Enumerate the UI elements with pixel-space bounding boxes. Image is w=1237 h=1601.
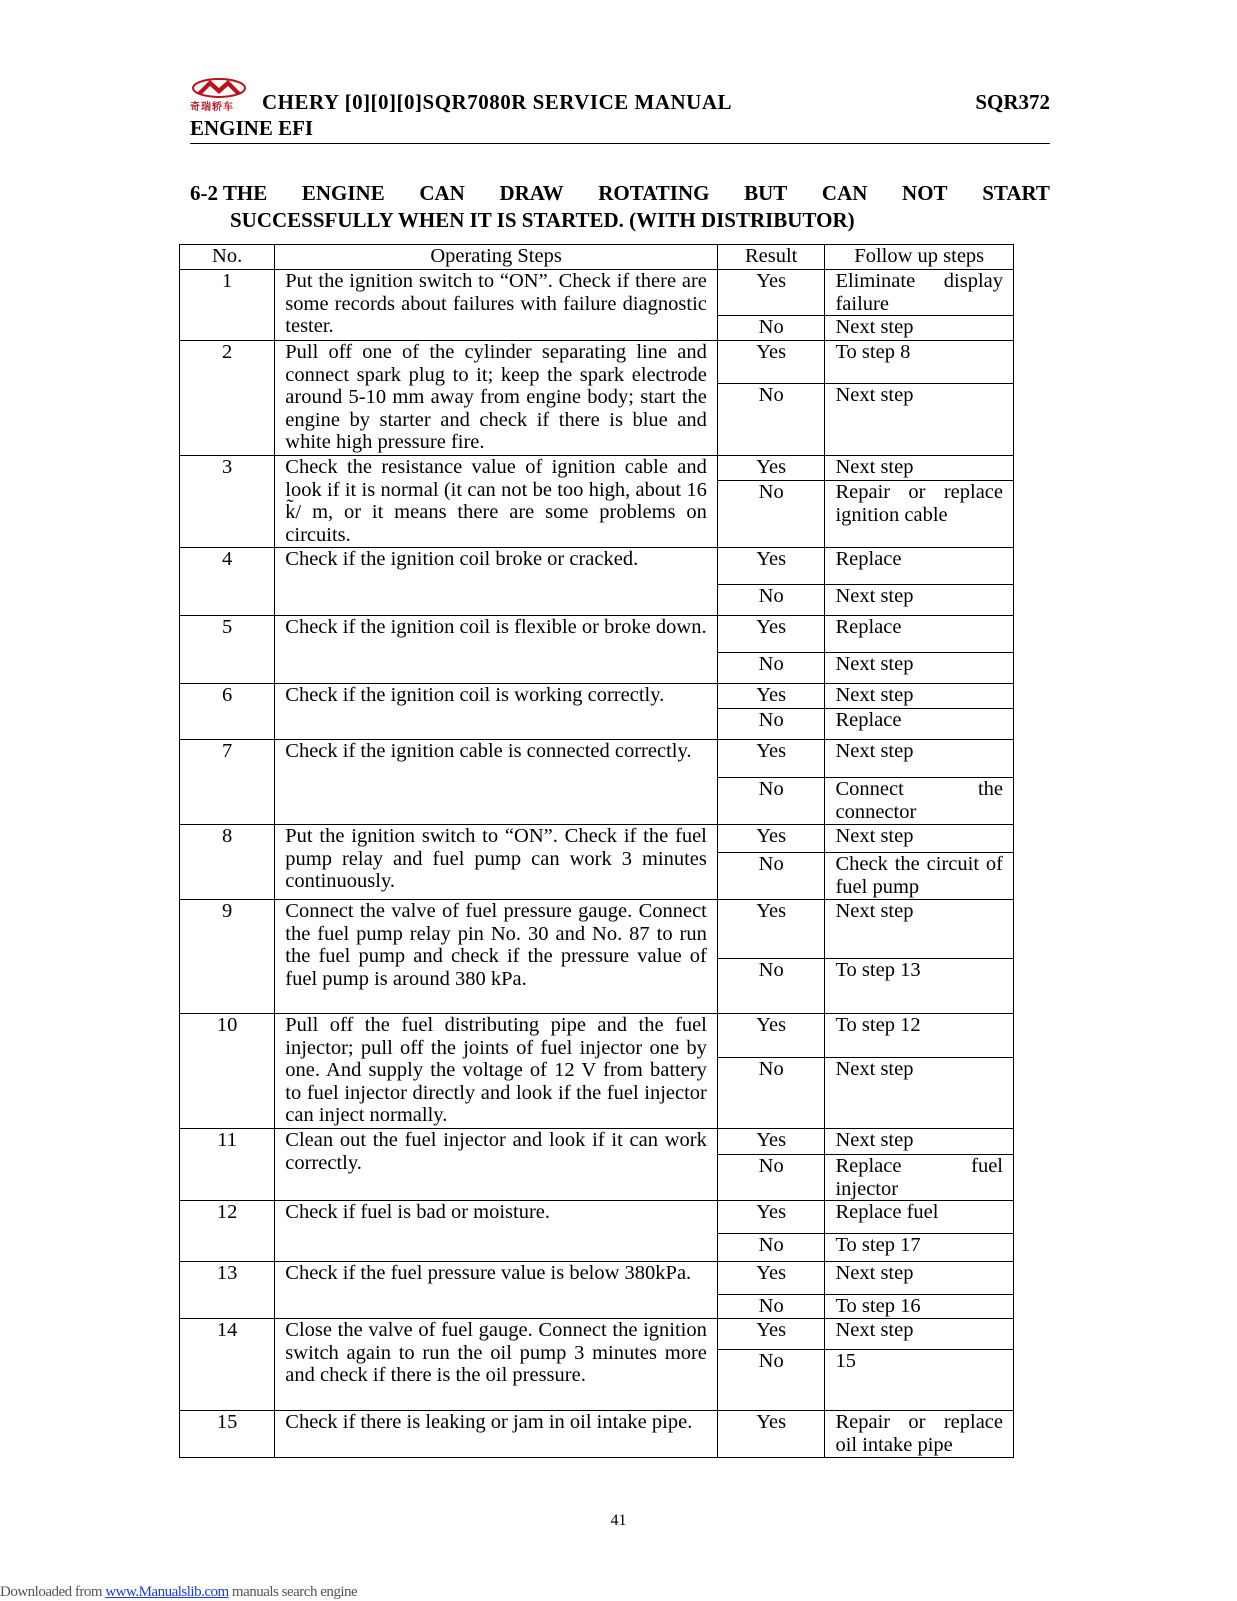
follow-up-no: Replace [825,709,1014,740]
follow-up-no: Replace fuel injector [825,1155,1014,1201]
header-subtitle: ENGINE EFI [190,116,314,140]
follow-up-yes: Replace [825,548,1014,585]
step-description: Check if the ignition coil is working correctly. [275,684,718,740]
result-yes: Yes [717,1411,825,1458]
result-yes: Yes [717,616,825,653]
result-yes: Yes [717,825,825,853]
header-code: SQR372 [975,90,1050,114]
step-description: Put the ignition switch to “ON”. Check if the fuel pump relay and fuel pump can work 3 minutes continuously. [275,825,718,900]
step-number: 1 [180,270,275,341]
section-title-word: ENGINE [301,181,385,205]
table-row [180,740,1014,778]
step-number: 8 [180,825,275,900]
step-description: Check if the fuel pressure value is below 380kPa. [275,1262,718,1319]
step-number: 11 [180,1129,275,1201]
table-row [180,616,1014,653]
table-row [180,1129,1014,1155]
step-description: Connect the valve of fuel pressure gauge. Connect the fuel pump relay pin No. 30 and No. 87 to run the fuel pump and check if the pressure value of fuel pump is around 380 kPa. [275,900,718,1014]
follow-up-no: Repair or replace ignition cable [825,481,1014,548]
result-no: No [717,959,825,1014]
result-no: No [717,384,825,456]
follow-up-yes: Next step [825,740,1014,778]
page-number: 41 [610,1512,627,1529]
follow-up-yes: Next step [825,1319,1014,1350]
step-description: Pull off one of the cylinder separating line and connect spark plug to it; keep the spark electrode around 5-10 mm away from engine body; start the engine by starter and check if there is blue and white high pressure fire. [275,341,718,456]
follow-up-yes: Repair or replace oil intake pipe [825,1411,1014,1458]
section-title-word: CAN [821,181,868,205]
download-footer [0,1584,357,1601]
table-row [180,341,1014,384]
step-number: 15 [180,1411,275,1458]
section-title-line2: SUCCESSFULLY WHEN IT IS STARTED. (WITH DISTRIBUTOR) [230,208,855,232]
follow-up-yes: Next step [825,1262,1014,1295]
result-no: No [717,1155,825,1201]
step-number: 2 [180,341,275,456]
section-title-word: 6-2 THE [190,181,268,205]
table-row [180,825,1014,853]
follow-up-yes: Replace [825,616,1014,653]
follow-up-no: Check the circuit of fuel pump [825,853,1014,900]
step-description: Check if the ignition cable is connected correctly. [275,740,718,825]
result-yes: Yes [717,684,825,709]
step-description: Put the ignition switch to “ON”. Check if there are some records about failures with failure diagnostic tester. [275,270,718,341]
follow-up-yes: Eliminate display failure [825,270,1014,316]
follow-up-yes: To step 8 [825,341,1014,384]
step-description: Clean out the fuel injector and look if it can work correctly. [275,1129,718,1201]
result-no: No [717,585,825,616]
result-no: No [717,1350,825,1411]
follow-up-no: Next step [825,316,1014,341]
section-title-word: ROTATING [598,181,710,205]
follow-up-no: To step 17 [825,1234,1014,1262]
header-divider [190,143,1050,144]
table-header-row [180,245,1014,270]
step-number: 12 [180,1201,275,1262]
step-number: 7 [180,740,275,825]
follow-up-no: Next step [825,1058,1014,1129]
result-no: No [717,853,825,900]
table-row [180,1014,1014,1058]
result-no: No [717,1295,825,1319]
table-body [180,270,1014,1458]
result-yes: Yes [717,1014,825,1058]
section-title-word: DRAW [499,181,564,205]
logo-text: 奇瑞轿车 [190,102,234,113]
header-steps: Operating Steps [275,245,718,270]
result-yes: Yes [717,456,825,481]
result-no: No [717,709,825,740]
follow-up-yes: Next step [825,825,1014,853]
step-number: 5 [180,616,275,684]
result-no: No [717,1234,825,1262]
header-title: CHERY [0][0][0]SQR7080R SERVICE MANUAL [262,90,732,114]
result-no: No [717,316,825,341]
step-number: 6 [180,684,275,740]
step-description: Check the resistance value of ignition cable and look if it is normal (it can not be too high, about 16 k̃/ m, or it means there are some problems on circuits. [275,456,718,548]
result-yes: Yes [717,270,825,316]
step-number: 10 [180,1014,275,1129]
table-row [180,1262,1014,1295]
header-result: Result [717,245,825,270]
section-title-word: START [982,181,1050,205]
follow-up-no: To step 13 [825,959,1014,1014]
result-yes: Yes [717,341,825,384]
step-description: Check if there is leaking or jam in oil intake pipe. [275,1411,718,1458]
follow-up-yes: Next step [825,900,1014,959]
result-yes: Yes [717,900,825,959]
step-description: Check if the ignition coil broke or cracked. [275,548,718,616]
table-row [180,548,1014,585]
result-no: No [717,1058,825,1129]
step-number: 14 [180,1319,275,1411]
section-title-word: NOT [902,181,948,205]
operating-steps-table [179,244,1014,1458]
step-description: Check if fuel is bad or moisture. [275,1201,718,1262]
step-number: 4 [180,548,275,616]
manualslib-link[interactable]: www.Manualslib.com [105,1584,229,1600]
follow-up-yes: Next step [825,456,1014,481]
result-yes: Yes [717,1201,825,1234]
step-number: 13 [180,1262,275,1319]
follow-up-yes: Next step [825,1129,1014,1155]
follow-up-yes: Next step [825,684,1014,709]
follow-up-no: Next step [825,653,1014,684]
result-no: No [717,653,825,684]
step-number: 9 [180,900,275,1014]
section-title-word: CAN [419,181,465,205]
header-no: No. [180,245,275,270]
table-row [180,1201,1014,1234]
follow-up-no: 15 [825,1350,1014,1411]
step-number: 3 [180,456,275,548]
result-yes: Yes [717,1262,825,1295]
follow-up-yes: To step 12 [825,1014,1014,1058]
table-row [180,900,1014,959]
step-description: Pull off the fuel distributing pipe and the fuel injector; pull off the joints of fuel injector one by one. And supply the voltage of 12 V from battery to fuel injector directly and look if the fuel injector can inject normally. [275,1014,718,1129]
result-yes: Yes [717,1319,825,1350]
table-row [180,1319,1014,1350]
result-yes: Yes [717,1129,825,1155]
result-yes: Yes [717,548,825,585]
section-title-word: BUT [744,181,788,205]
follow-up-no: Connect the connector [825,778,1014,825]
step-description: Close the valve of fuel gauge. Connect the ignition switch again to run the oil pump 3 minutes more and check if there is the oil pressure. [275,1319,718,1411]
result-yes: Yes [717,740,825,778]
table-row [180,1411,1014,1458]
header-follow: Follow up steps [825,245,1014,270]
result-no: No [717,778,825,825]
follow-up-no: Next step [825,384,1014,456]
follow-up-no: To step 16 [825,1295,1014,1319]
table-row [180,684,1014,709]
follow-up-yes: Replace fuel [825,1201,1014,1234]
result-no: No [717,481,825,548]
footer-suffix: manuals search engine [228,1584,358,1600]
section-title [190,181,1050,233]
chery-logo [190,76,248,112]
footer-prefix: Downloaded from [0,1584,106,1600]
table-row [180,456,1014,481]
table-row [180,270,1014,316]
section-title-line1 [190,181,1050,206]
step-description: Check if the ignition coil is flexible or broke down. [275,616,718,684]
follow-up-no: Next step [825,585,1014,616]
